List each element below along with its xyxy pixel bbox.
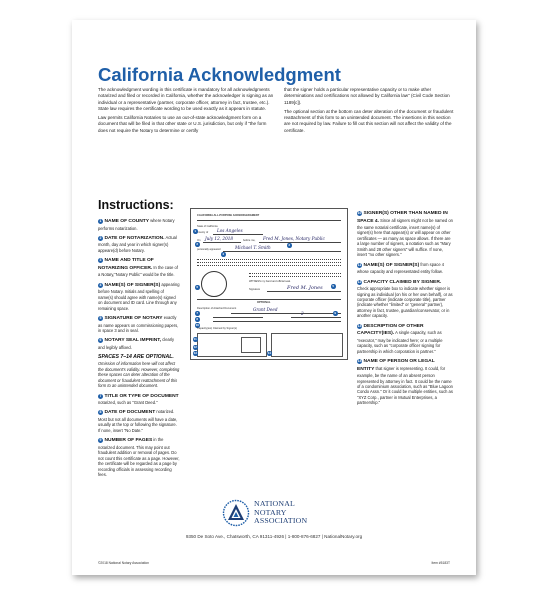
item-body: A single capacity, such as "executor," may be indicated here; or a multiple capacity, such as "corporate officer signing for partnership in which corporation is partner.": [357, 330, 443, 354]
logo-line: NATIONAL: [254, 499, 296, 508]
item-body: Check appropriate box to indicate whether signer is signing as individual (on his or her own behalf), or as corporate officer (indicate corporate title), partner (indicate whether "limited" or "general" partner), attorney in fact, trustee, guardian/conservator, or in another capacity.: [357, 286, 453, 319]
nna-logo-icon: [222, 499, 250, 527]
form-marker-14: 14: [267, 351, 271, 355]
notary-signature: Fred M. Jones: [287, 285, 323, 291]
form-text-line: [249, 276, 341, 277]
thumbprint-box: [241, 337, 261, 353]
form-signature-label: Signature: [249, 288, 261, 291]
form-text-line: [249, 273, 341, 274]
item-number-footer: Item #5183T: [431, 561, 450, 565]
item-number-badge: 1: [99, 219, 102, 223]
item-body: notarized. Most but not all documents will have a date, usually at the top or following the signature. If none, insert "No Date.": [98, 409, 178, 433]
item-body: from space 4 whose capacity and representated entity follow.: [357, 261, 445, 275]
instructions-right-column: [357, 210, 453, 410]
doc-title-handwriting: Grant Deed: [253, 307, 278, 312]
item-body: where Notary performs notarization.: [98, 218, 175, 231]
pages-handwriting: 2: [301, 311, 304, 316]
nna-logo-text: [254, 500, 307, 526]
instruction-item: [357, 279, 453, 319]
optional-heading: SPACES 7–14 ARE OPTIONAL.: [98, 354, 174, 361]
form-marker-1: 1: [194, 229, 197, 233]
copyright-footer: ©2018 National Notary Association: [98, 561, 149, 565]
item-body: In the case of a Notary,"Notary Public" would be the title.: [98, 264, 178, 278]
capacity-box-right: [271, 333, 343, 357]
item-number-badge: 10: [357, 211, 362, 215]
instruction-item: [98, 393, 180, 406]
instruction-item: [357, 323, 453, 354]
item-number-badge: 6: [99, 338, 102, 343]
item-heading: DATE OF NOTARIZATION.: [104, 235, 165, 241]
intro-right-column: [284, 87, 454, 137]
item-body: Since all signers might not be named on the same notarial certificate, insert name(s) of signer(s) here that appear(s) or will appear on other certificates — as many as space allows. If there are a large number of signers, a notation such as "Mary Smith and 28 other signers" will suffice. If none, insert "no other signers.": [357, 217, 453, 258]
instruction-item: [357, 358, 453, 406]
form-text-line: [197, 262, 341, 263]
item-number-badge: 5: [99, 316, 102, 321]
form-optional-label: OPTIONAL: [257, 301, 271, 304]
instruction-sheet: [72, 20, 476, 575]
other-signers-line: [213, 321, 341, 322]
item-body: clearly and legibly affixed.: [98, 337, 175, 350]
instruction-item: [98, 235, 180, 253]
instruction-item: [98, 409, 180, 433]
logo-line: NOTARY: [254, 507, 287, 517]
intro-paragraph: Law permits California Notaries to use an out-of-state acknowledgment form on a document that will be filed in that other state or U.S. jurisdiction, but only if "the form does not require the Notary to determine or certify: [98, 115, 267, 133]
instructions-heading: Instructions:: [98, 198, 174, 212]
instruction-item: [357, 262, 453, 275]
form-capacity-label: Capacity(ies) Claimed by Signer(s): [197, 327, 238, 330]
item-heading: CAPACITY CLAIMED BY SIGNER.: [363, 279, 442, 285]
pages-line: [291, 317, 341, 318]
form-marker-3: 3: [288, 243, 291, 247]
form-text-line: [197, 265, 341, 266]
item-heading: NAME OF COUNTY: [104, 219, 150, 224]
notary-seal-imprint: [201, 271, 227, 297]
form-marker-13: 13: [193, 351, 197, 355]
form-marker-11: 11: [193, 337, 197, 341]
form-divider: [197, 299, 341, 300]
form-marker-2: 2: [196, 242, 199, 246]
county-field-line: [213, 234, 263, 235]
form-marker-8: 8: [196, 317, 199, 321]
item-heading: SIGNATURE OF NOTARY: [104, 316, 163, 322]
item-heading: NUMBER OF PAGES: [104, 438, 153, 444]
item-body: Actual month, day and year in which signer(s) appeare(d) before Notary.: [98, 234, 177, 253]
optional-note: [98, 354, 180, 388]
item-heading: DESCRIPTION OF OTHER CAPACITY(IES).: [357, 323, 424, 337]
item-heading: NAME(S) OF SIGNER(S): [363, 262, 420, 268]
form-county-label: County of: [197, 231, 209, 234]
page-title: California Acknowledgment: [98, 64, 341, 85]
item-number-badge: 2: [99, 235, 102, 240]
item-number-badge: 8: [99, 410, 102, 415]
form-text-line: [197, 259, 341, 260]
form-marker-4: 4: [222, 252, 225, 256]
optional-body: Omission of information here will not affect the document's validity. However, completing these spaces can deter alteration of the document or fraudulent reattachment of this form to an unintended document.: [98, 361, 180, 389]
county-handwriting: Los Angeles: [217, 228, 243, 233]
nna-logo: [222, 499, 372, 529]
form-marker-6: 6: [196, 285, 199, 289]
instruction-item: [98, 257, 180, 277]
instructions-left-column: [98, 218, 180, 481]
item-heading: NOTARY SEAL IMPRINT,: [104, 338, 162, 344]
form-marker-12: 12: [193, 345, 197, 349]
item-number-badge: 12: [357, 279, 362, 284]
item-number-badge: 4: [99, 282, 102, 287]
form-header: CALIFORNIA ALL-PURPOSE ACKNOWLEDGMENT: [197, 214, 260, 217]
intro-left-column: [98, 87, 274, 137]
intro-paragraph: The acknowledgment wording in this certificate is mandatory for all acknowledgments notarized and filed or recorded in California, whether the acknowledger is signing as an individual or a representative (partner, corporate officer, attorney in fact, trustee, etc.). State law requires the certificate wording to be used exactly as it appears in statute.: [98, 87, 274, 111]
instruction-item: [357, 210, 453, 258]
logo-line: ASSOCIATION: [254, 516, 308, 526]
intro-paragraph: The optional section at the bottom can deter alteration of the document or fraudulent reattachment of this form to an unintended document. The insertions in this section are not required by law. Failure to fill out this section will not affect the validity of the certificate.: [284, 108, 454, 133]
item-number-badge: 9: [99, 438, 102, 443]
date-handwriting: July 12, 2018: [205, 236, 234, 241]
item-number-badge: 14: [357, 359, 362, 364]
form-doc-label: Description of Attached Document: [197, 307, 237, 310]
date-field-line: [203, 242, 241, 243]
item-heading: NAME AND TITLE OF NOTARIZING OFFICER.: [98, 258, 154, 271]
form-state-line: State of California: [197, 225, 218, 228]
officer-handwriting: Fred M. Jones, Notary Public: [263, 236, 325, 241]
form-divider: [197, 220, 341, 221]
form-personally-label: personally appeared: [197, 248, 221, 251]
item-body: appearing before Notary. Initials and spelling of name(s) should agree with name(s) signed on document and ID card. Line through any remaining space.: [98, 281, 180, 311]
instruction-item: [98, 337, 180, 350]
doc-title-line: [231, 313, 341, 314]
form-before-me-label: before me,: [243, 239, 256, 242]
instruction-item: [98, 315, 180, 333]
form-marker-9: 9: [334, 311, 337, 315]
form-witness-text: WITNESS my hand and official seal.: [249, 280, 291, 283]
item-heading: NAME(S) OF SIGNER(S): [104, 282, 161, 288]
intro-paragraph: that the signer holds a particular representative capacity or to make other determinations and certifications not allowed by California law" (Civil Code Section 1189[c]).: [284, 87, 450, 105]
item-body: that signer is representing. It could, for example, be the name of an absent person represented by attorney in fact. It could be the name of a condominium association, such as "Blue Lagoon Condo Assn." Or it could be multiple entities, such as "XYZ Corp., partner in Mutual Enterprises, a partnership.": [357, 365, 453, 406]
item-heading: DATE OF DOCUMENT: [104, 410, 156, 416]
doc-date-line: [213, 317, 263, 318]
form-marker-7: 7: [196, 311, 199, 315]
item-body: in the notarized document. This may point out fraudulent addition or removal of pages. Do not count this certificate as a page. However, the certificate will be regarded as a page by recording officials in assessing recording fees.: [98, 437, 180, 477]
signer-handwriting: Michael T. Smith: [235, 245, 271, 250]
address-line: 9350 De Soto Ave., Chatsworth, CA 91311-4926 | 1-800-876-6827 | NationalNotary.org: [185, 534, 363, 539]
instruction-item: [98, 437, 180, 477]
signer-field-line: [223, 251, 341, 252]
item-number-badge: 3: [99, 258, 102, 263]
form-marker-5: 5: [332, 284, 335, 288]
item-body: notarized, such as "Grant Deed.": [98, 400, 158, 406]
form-on-label: On: [197, 239, 201, 242]
item-number-badge: 7: [99, 393, 102, 398]
sample-acknowledgment-form: [190, 208, 348, 360]
instruction-item: [98, 218, 180, 231]
signature-field-line: [267, 291, 341, 292]
item-heading: SIGNER(S) OTHER THAN NAMED IN SPACE 4.: [357, 211, 448, 224]
item-heading: TITLE OR TYPE OF DOCUMENT: [104, 393, 179, 399]
item-number-badge: 13: [357, 323, 362, 328]
form-marker-10: 10: [195, 323, 199, 327]
officer-field-line: [259, 242, 341, 243]
item-heading: NAME OF PERSON OR LEGAL ENTITY: [357, 359, 435, 372]
item-number-badge: 11: [357, 262, 362, 267]
item-body: exactly as name appears on commissioning papers, in space 3 and in seal.: [98, 315, 179, 334]
instruction-item: [98, 282, 180, 311]
